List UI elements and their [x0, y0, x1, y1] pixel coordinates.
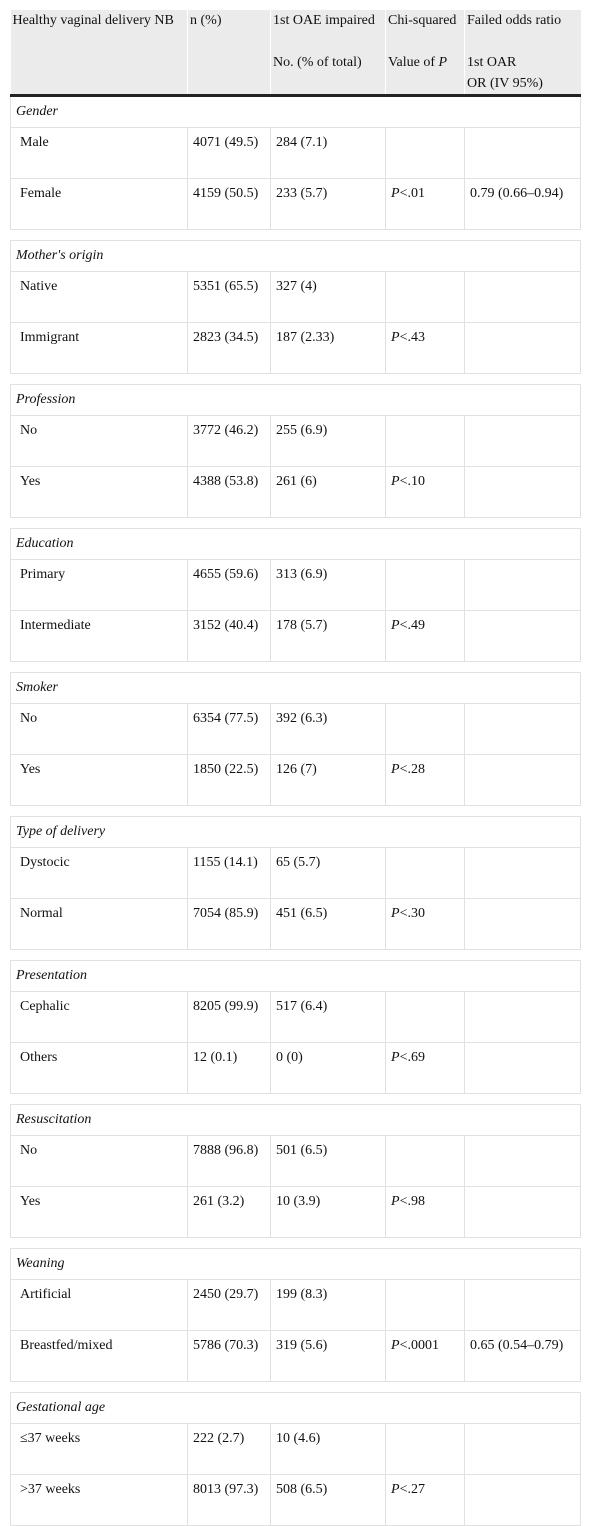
count-cell: 4655 (59.6)	[188, 560, 271, 611]
table-row	[11, 848, 581, 899]
count-cell: 8013 (97.3)	[188, 1475, 271, 1526]
table-row	[11, 611, 581, 662]
odds-ratio-cell	[465, 128, 581, 179]
count-cell: 2823 (34.5)	[188, 323, 271, 374]
table-row	[11, 467, 581, 518]
p-value-cell	[386, 128, 465, 179]
group-header-row	[11, 96, 581, 128]
p-symbol: P	[391, 1338, 400, 1353]
header-col4-sub: Value of P	[388, 55, 448, 70]
row-label-cell: Intermediate	[11, 611, 188, 662]
count-cell: 1155 (14.1)	[188, 848, 271, 899]
p-value-cell	[386, 560, 465, 611]
group-title: Smoker	[11, 673, 581, 704]
header-col3-sub: No. (% of total)	[273, 55, 362, 70]
p-value: <.30	[399, 906, 425, 921]
spacer-cell	[11, 1382, 581, 1393]
odds-ratio-cell	[465, 1475, 581, 1526]
table-row	[11, 560, 581, 611]
oae-cell: 392 (6.3)	[271, 704, 386, 755]
table-row	[11, 1043, 581, 1094]
header-col-or	[465, 10, 581, 96]
row-label-cell: Female	[11, 179, 188, 230]
table-row	[11, 1280, 581, 1331]
group-title: Gestational age	[11, 1393, 581, 1424]
oae-cell: 261 (6)	[271, 467, 386, 518]
group-header-row	[11, 961, 581, 992]
oae-cell: 65 (5.7)	[271, 848, 386, 899]
header-col1: Healthy vaginal delivery NB	[12, 13, 174, 28]
odds-ratio-cell	[465, 1043, 581, 1094]
spacer-row	[11, 806, 581, 817]
spacer-cell	[11, 806, 581, 817]
odds-ratio-cell: 0.79 (0.66–0.94)	[465, 179, 581, 230]
table-row	[11, 272, 581, 323]
group-header-row	[11, 1393, 581, 1424]
p-value-cell	[386, 1136, 465, 1187]
spacer-cell	[11, 230, 581, 241]
count-cell: 4388 (53.8)	[188, 467, 271, 518]
oae-cell: 255 (6.9)	[271, 416, 386, 467]
p-value: <.27	[399, 1482, 425, 1497]
p-symbol: P	[391, 186, 400, 201]
p-value-cell	[386, 704, 465, 755]
row-label-cell: Others	[11, 1043, 188, 1094]
p-value-cell	[386, 1475, 465, 1526]
odds-ratio-cell	[465, 560, 581, 611]
count-cell: 7888 (96.8)	[188, 1136, 271, 1187]
group-title: Type of delivery	[11, 817, 581, 848]
header-col4: Chi-squared	[388, 13, 457, 28]
odds-ratio-cell	[465, 1424, 581, 1475]
p-value-cell	[386, 755, 465, 806]
p-symbol: P	[391, 618, 400, 633]
count-cell: 261 (3.2)	[188, 1187, 271, 1238]
group-title: Gender	[11, 96, 581, 128]
odds-ratio-cell	[465, 704, 581, 755]
table-row	[11, 1136, 581, 1187]
header-col-oae	[271, 10, 386, 96]
odds-ratio-cell	[465, 899, 581, 950]
count-cell: 4071 (49.5)	[188, 128, 271, 179]
count-cell: 12 (0.1)	[188, 1043, 271, 1094]
group-header-row	[11, 673, 581, 704]
p-value-cell	[386, 416, 465, 467]
spacer-row	[11, 950, 581, 961]
p-value-cell	[386, 848, 465, 899]
row-label-cell: Dystocic	[11, 848, 188, 899]
table-row	[11, 755, 581, 806]
oae-cell: 517 (6.4)	[271, 992, 386, 1043]
p-value-cell	[386, 1187, 465, 1238]
p-symbol: P	[391, 762, 400, 777]
table-row	[11, 323, 581, 374]
group-header-row	[11, 817, 581, 848]
table-row	[11, 899, 581, 950]
p-value: <.01	[399, 186, 425, 201]
row-label-cell: Artificial	[11, 1280, 188, 1331]
p-value: <.49	[399, 618, 425, 633]
table-row	[11, 416, 581, 467]
odds-ratio-cell	[465, 467, 581, 518]
oae-cell: 313 (6.9)	[271, 560, 386, 611]
p-value-cell	[386, 1424, 465, 1475]
header-col5-sub1: 1st OAR	[467, 55, 517, 70]
table-row	[11, 128, 581, 179]
p-value-cell	[386, 1043, 465, 1094]
row-label-cell: >37 weeks	[11, 1475, 188, 1526]
p-value-cell	[386, 1280, 465, 1331]
header-col2: n (%)	[190, 13, 222, 28]
odds-ratio-cell	[465, 755, 581, 806]
row-label-cell: No	[11, 416, 188, 467]
oae-cell: 178 (5.7)	[271, 611, 386, 662]
table-row	[11, 1331, 581, 1382]
row-label-cell: No	[11, 704, 188, 755]
oae-cell: 233 (5.7)	[271, 179, 386, 230]
row-label-cell: Breastfed/mixed	[11, 1331, 188, 1382]
oae-cell: 284 (7.1)	[271, 128, 386, 179]
odds-ratio-cell: 0.65 (0.54–0.79)	[465, 1331, 581, 1382]
spacer-cell	[11, 518, 581, 529]
oae-cell: 327 (4)	[271, 272, 386, 323]
count-cell: 7054 (85.9)	[188, 899, 271, 950]
oae-cell: 451 (6.5)	[271, 899, 386, 950]
group-header-row	[11, 1249, 581, 1280]
header-col5-sub2: OR (IV 95%)	[467, 76, 543, 91]
oae-cell: 0 (0)	[271, 1043, 386, 1094]
group-header-row	[11, 385, 581, 416]
row-label-cell: Immigrant	[11, 323, 188, 374]
p-value: <.98	[399, 1194, 425, 1209]
group-header-row	[11, 1105, 581, 1136]
row-label-cell: Cephalic	[11, 992, 188, 1043]
row-label-cell: Primary	[11, 560, 188, 611]
spacer-row	[11, 374, 581, 385]
spacer-cell	[11, 950, 581, 961]
odds-ratio-cell	[465, 272, 581, 323]
row-label-cell: Yes	[11, 467, 188, 518]
oae-cell: 187 (2.33)	[271, 323, 386, 374]
odds-ratio-cell	[465, 1280, 581, 1331]
count-cell: 3772 (46.2)	[188, 416, 271, 467]
p-value-cell	[386, 323, 465, 374]
p-value: <.28	[399, 762, 425, 777]
count-cell: 4159 (50.5)	[188, 179, 271, 230]
count-cell: 1850 (22.5)	[188, 755, 271, 806]
spacer-cell	[11, 1238, 581, 1249]
spacer-cell	[11, 374, 581, 385]
row-label-cell: Male	[11, 128, 188, 179]
oae-cell: 319 (5.6)	[271, 1331, 386, 1382]
p-symbol: P	[391, 1194, 400, 1209]
row-label-cell: Yes	[11, 1187, 188, 1238]
table-body	[11, 96, 581, 1526]
p-value-cell	[386, 899, 465, 950]
row-label-cell: Normal	[11, 899, 188, 950]
p-symbol: P	[391, 1050, 400, 1065]
spacer-row	[11, 1238, 581, 1249]
count-cell: 5786 (70.3)	[188, 1331, 271, 1382]
header-col-n	[188, 10, 271, 96]
table-header	[11, 10, 581, 96]
table-row	[11, 992, 581, 1043]
spacer-row	[11, 230, 581, 241]
table-row	[11, 1424, 581, 1475]
spacer-row	[11, 1382, 581, 1393]
odds-ratio-cell	[465, 611, 581, 662]
p-value-cell	[386, 272, 465, 323]
p-value-cell	[386, 992, 465, 1043]
group-header-row	[11, 529, 581, 560]
odds-ratio-cell	[465, 323, 581, 374]
p-value-cell	[386, 467, 465, 518]
row-label-cell: Yes	[11, 755, 188, 806]
odds-ratio-cell	[465, 848, 581, 899]
p-symbol: P	[391, 906, 400, 921]
p-value: <.43	[399, 330, 425, 345]
count-cell: 8205 (99.9)	[188, 992, 271, 1043]
p-value-cell	[386, 1331, 465, 1382]
p-value: <.0001	[399, 1338, 439, 1353]
odds-ratio-cell	[465, 1136, 581, 1187]
results-table	[10, 10, 581, 1526]
header-col5: Failed odds ratio	[467, 13, 562, 28]
p-symbol: P	[391, 1482, 400, 1497]
spacer-row	[11, 518, 581, 529]
group-title: Education	[11, 529, 581, 560]
p-value: <.69	[399, 1050, 425, 1065]
p-value-cell	[386, 179, 465, 230]
group-title: Weaning	[11, 1249, 581, 1280]
count-cell: 2450 (29.7)	[188, 1280, 271, 1331]
header-col3: 1st OAE impaired	[273, 13, 375, 28]
odds-ratio-cell	[465, 1187, 581, 1238]
odds-ratio-cell	[465, 992, 581, 1043]
p-symbol: P	[391, 474, 400, 489]
table-row	[11, 179, 581, 230]
table-row	[11, 1187, 581, 1238]
oae-cell: 10 (3.9)	[271, 1187, 386, 1238]
group-title: Profession	[11, 385, 581, 416]
table-row	[11, 1475, 581, 1526]
group-title: Resuscitation	[11, 1105, 581, 1136]
table-row	[11, 704, 581, 755]
count-cell: 6354 (77.5)	[188, 704, 271, 755]
header-col-group	[11, 10, 188, 96]
spacer-row	[11, 662, 581, 673]
group-title: Presentation	[11, 961, 581, 992]
p-value-cell	[386, 611, 465, 662]
count-cell: 3152 (40.4)	[188, 611, 271, 662]
row-label-cell: No	[11, 1136, 188, 1187]
oae-cell: 501 (6.5)	[271, 1136, 386, 1187]
oae-cell: 126 (7)	[271, 755, 386, 806]
count-cell: 5351 (65.5)	[188, 272, 271, 323]
p-value: <.10	[399, 474, 425, 489]
spacer-row	[11, 1094, 581, 1105]
row-label-cell: Native	[11, 272, 188, 323]
oae-cell: 10 (4.6)	[271, 1424, 386, 1475]
spacer-cell	[11, 662, 581, 673]
odds-ratio-cell	[465, 416, 581, 467]
p-symbol: P	[391, 330, 400, 345]
oae-cell: 508 (6.5)	[271, 1475, 386, 1526]
group-header-row	[11, 241, 581, 272]
oae-cell: 199 (8.3)	[271, 1280, 386, 1331]
spacer-cell	[11, 1094, 581, 1105]
row-label-cell: ≤37 weeks	[11, 1424, 188, 1475]
group-title: Mother's origin	[11, 241, 581, 272]
count-cell: 222 (2.7)	[188, 1424, 271, 1475]
header-col-chi	[386, 10, 465, 96]
